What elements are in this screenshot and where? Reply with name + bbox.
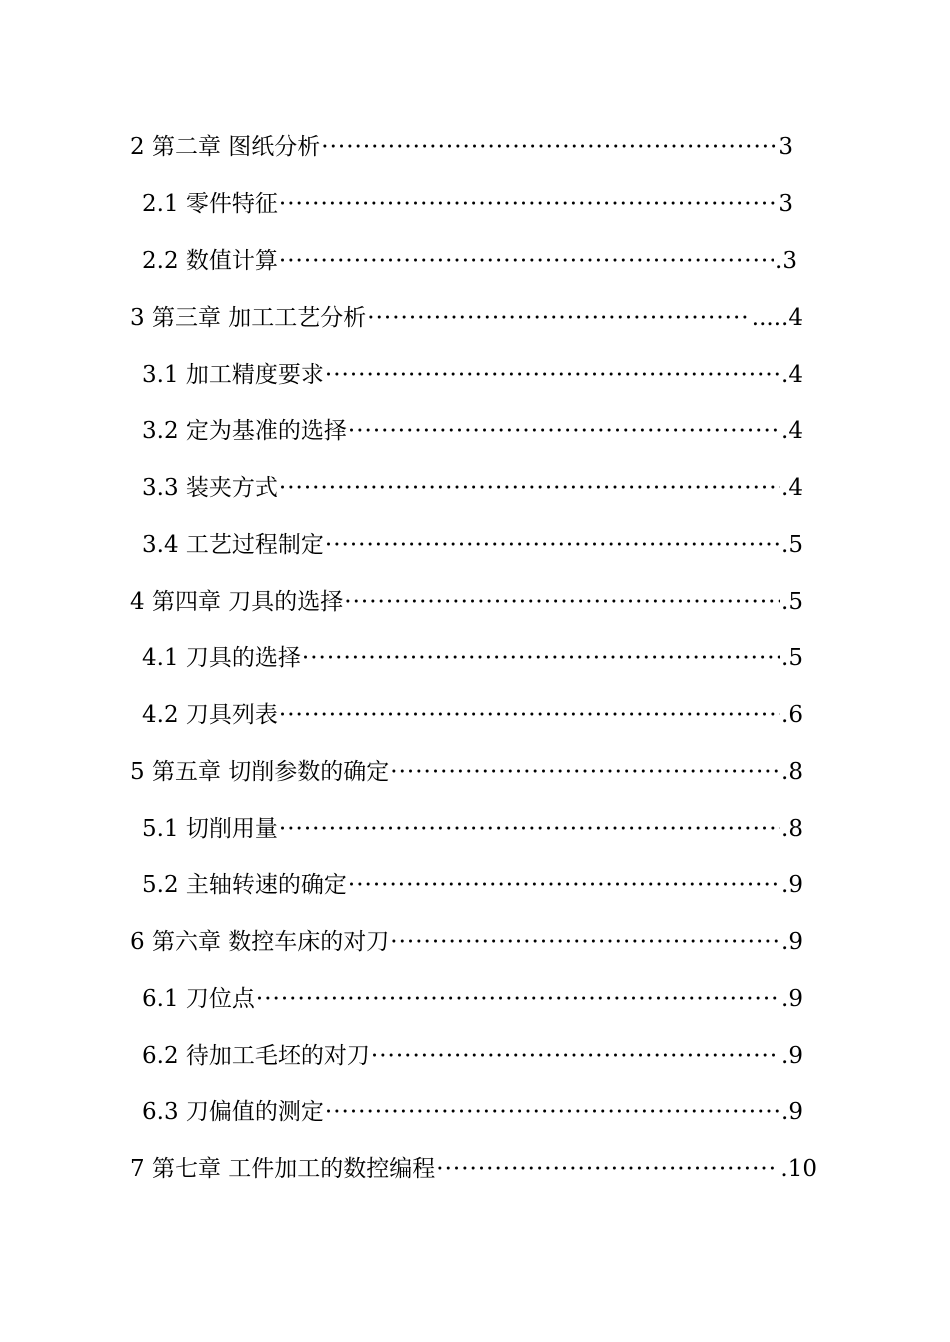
toc-entry-label: 6.3 刀偏值的测定 [142, 1099, 324, 1125]
toc-entry-chapter-5[interactable] [130, 757, 803, 787]
toc-entry-page: .4 [781, 418, 803, 444]
toc-entry-section-6-1[interactable] [142, 984, 803, 1014]
toc-entry-page: .6 [781, 702, 803, 728]
toc-entry-chapter-4[interactable] [130, 587, 803, 617]
toc-entry-label: 2.1 零件特征 [142, 191, 278, 217]
toc-entry-section-6-3[interactable] [142, 1097, 803, 1127]
toc-entry-page: .10 [780, 1156, 817, 1182]
toc-entry-label: 6.2 待加工毛坯的对刀 [142, 1043, 370, 1069]
toc-entry-label: 5.1 切削用量 [142, 816, 278, 842]
toc-entry-page: .5 [781, 532, 803, 558]
toc-entry-label: 3.2 定为基准的选择 [142, 418, 347, 444]
toc-entry-section-6-2[interactable] [142, 1041, 803, 1071]
toc-entry-label: 4 第四章 刀具的选择 [130, 589, 344, 615]
toc-entry-chapter-2[interactable] [130, 132, 793, 162]
toc-entry-page: .9 [781, 986, 803, 1012]
toc-entry-section-3-2[interactable] [142, 416, 803, 446]
toc-entry-section-5-2[interactable] [142, 870, 803, 900]
toc-entry-label: 2 第二章 图纸分析 [130, 134, 321, 160]
dot-leader [279, 473, 780, 503]
toc-entry-label: 5.2 主轴转速的确定 [142, 872, 347, 898]
dot-leader [371, 1041, 780, 1071]
toc-entry-chapter-6[interactable] [130, 927, 803, 957]
toc-entry-label: 5 第五章 切削参数的确定 [130, 759, 390, 785]
toc-entry-label: 4.2 刀具列表 [142, 702, 278, 728]
toc-entry-label: 2.2 数值计算 [142, 248, 278, 274]
toc-entry-label: 6 第六章 数控车床的对刀 [130, 929, 390, 955]
toc-entry-page: .5 [781, 645, 803, 671]
dot-leader [256, 984, 780, 1014]
toc-entry-page: 3 [778, 134, 793, 160]
toc-entry-section-3-3[interactable] [142, 473, 803, 503]
toc-entry-label: 3.1 加工精度要求 [142, 362, 324, 388]
toc-entry-section-2-1[interactable] [142, 189, 793, 219]
dot-leader [344, 587, 780, 617]
dot-leader [325, 360, 780, 390]
dot-leader [367, 303, 751, 333]
toc-entry-page: .4 [781, 362, 803, 388]
toc-entry-page: .8 [781, 816, 803, 842]
toc-entry-page: .9 [781, 872, 803, 898]
dot-leader [279, 700, 780, 730]
dot-leader [390, 927, 780, 957]
dot-leader [279, 814, 780, 844]
toc-entry-label: 7 第七章 工件加工的数控编程 [130, 1156, 436, 1182]
toc-entry-page: .8 [781, 759, 803, 785]
toc-entry-section-4-2[interactable] [142, 700, 803, 730]
toc-entry-label: 6.1 刀位点 [142, 986, 255, 1012]
dot-leader [348, 416, 780, 446]
dot-leader [436, 1154, 779, 1184]
toc-entry-page: .4 [781, 475, 803, 501]
toc-entry-section-2-2[interactable] [142, 246, 797, 276]
dot-leader [348, 870, 780, 900]
toc-entry-section-5-1[interactable] [142, 814, 803, 844]
toc-entry-page: .9 [781, 929, 803, 955]
toc-entry-label: 4.1 刀具的选择 [142, 645, 301, 671]
toc-entry-section-3-4[interactable] [142, 530, 803, 560]
toc-entry-page: .5 [781, 589, 803, 615]
dot-leader [279, 246, 774, 276]
toc-entry-page: 3 [778, 191, 793, 217]
dot-leader [321, 132, 777, 162]
toc-entry-section-4-1[interactable] [142, 643, 803, 673]
toc-entry-label: 3.4 工艺过程制定 [142, 532, 324, 558]
toc-entry-section-3-1[interactable] [142, 360, 803, 390]
toc-entry-page: .9 [781, 1099, 803, 1125]
dot-leader [302, 643, 780, 673]
toc-entry-page: .....4 [751, 305, 803, 331]
dot-leader [390, 757, 780, 787]
toc-entry-chapter-3[interactable] [130, 303, 803, 333]
dot-leader [325, 530, 780, 560]
toc-entry-label: 3.3 装夹方式 [142, 475, 278, 501]
toc-entry-label: 3 第三章 加工工艺分析 [130, 305, 367, 331]
dot-leader [325, 1097, 780, 1127]
toc-entry-chapter-7[interactable] [130, 1154, 817, 1184]
toc-entry-page: .9 [781, 1043, 803, 1069]
toc-entry-page: .3 [775, 248, 797, 274]
dot-leader [279, 189, 777, 219]
